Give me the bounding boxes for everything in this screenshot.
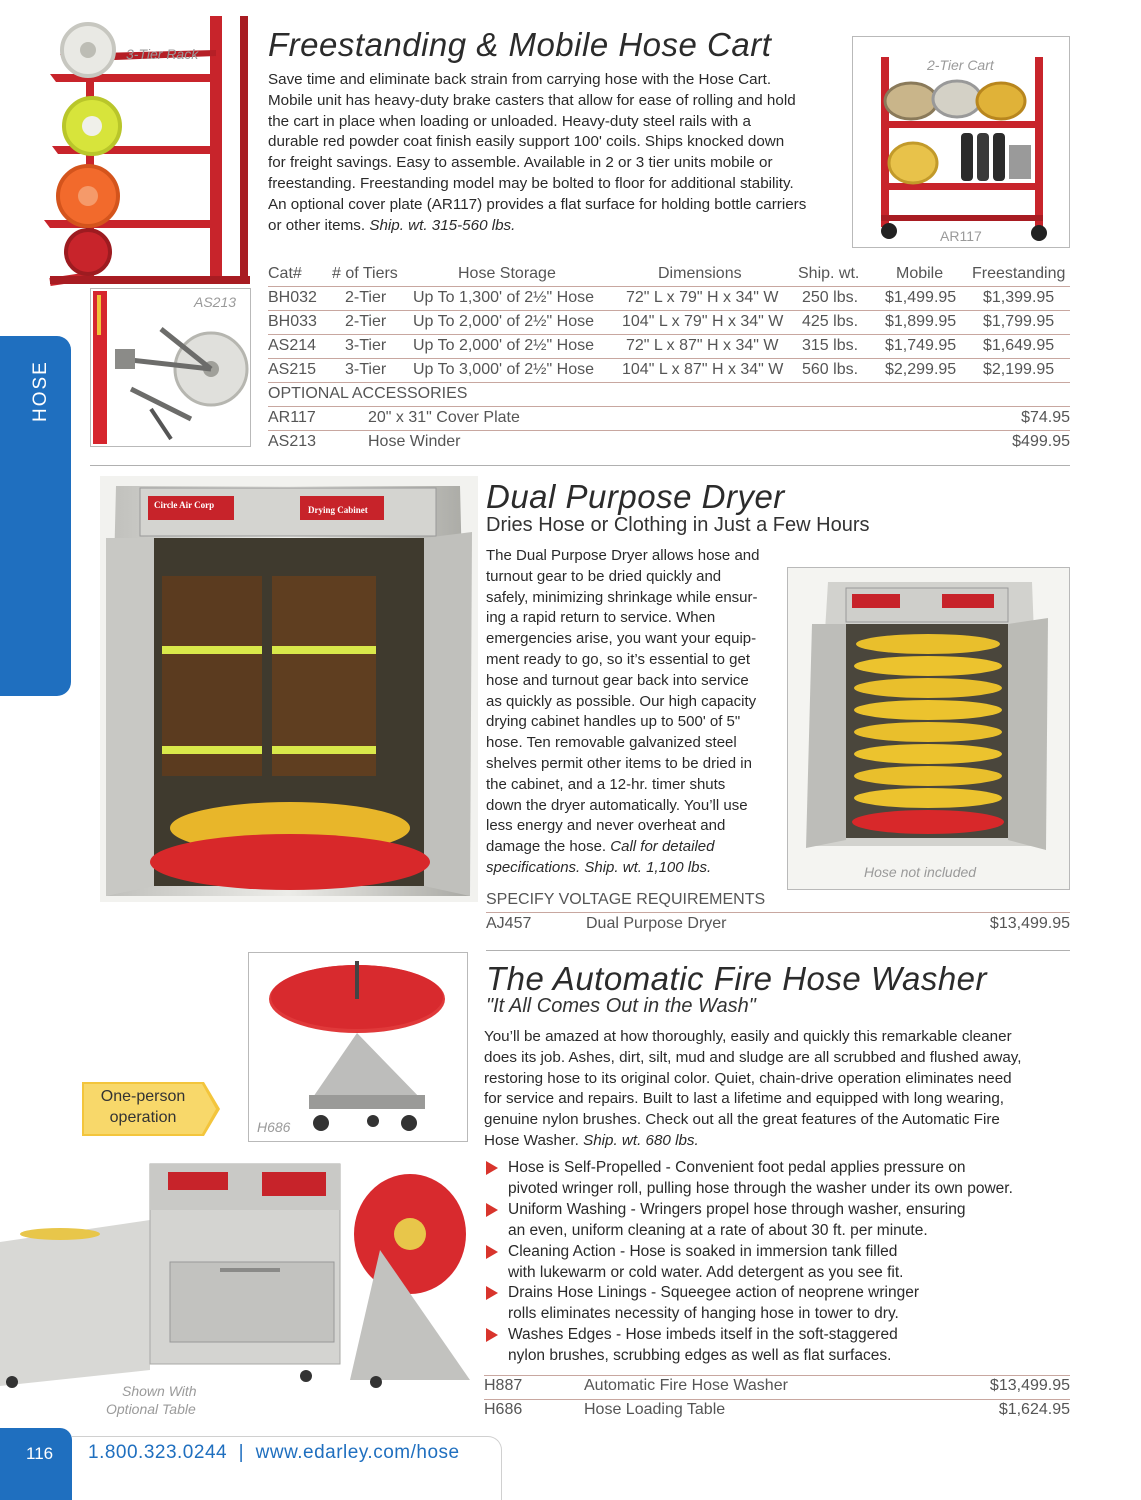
winder-caption: AS213 [194,294,237,310]
washer-description [484,1027,1070,1152]
cell-cat: AS214 [268,337,317,354]
feature-line: an even, uniform cleaning at a rate of about 30 ft. per minute. [508,1221,928,1239]
accessory-row [268,406,1070,430]
dryer-body-line: The Dual Purpose Dryer allows hose and [486,547,760,564]
bullet-triangle [486,1328,498,1342]
dryer-brand-label: Circle Air Corp [154,500,215,510]
dryer-body-line: safely, minimizing shrinkage while ensur- [486,588,758,606]
shown-with-caption: Shown With [122,1383,197,1399]
washer-product-row [484,1398,1070,1422]
product-price: $13,499.95 [989,915,1070,932]
cell-mobile: $1,499.95 [885,289,957,306]
dryer-description [486,546,766,879]
cell-mobile: $2,299.95 [885,361,957,378]
feature-line: Hose is Self-Propelled - Convenient foot pedal applies pressure on [508,1159,966,1176]
cart-table-header [268,262,1070,286]
product-desc: Automatic Fire Hose Washer [584,1377,788,1394]
cell-dimensions: 104" L x 87" H x 34" W [622,361,784,378]
cart-description [268,70,834,236]
dryer-body-line: down the dryer automatically. You’ll use [486,796,748,814]
cell-dimensions: 72" L x 87" H x 34" W [626,337,779,354]
dryer-body-line: drying cabinet handles up to 500' of 5" [486,713,741,731]
cart-ship-weight: Ship. wt. 315-560 lbs. [369,216,516,234]
cell-ship: 315 lbs. [802,337,859,354]
dryer-subtitle: Dries Hose or Clothing in Just a Few Hours [486,514,870,536]
cart-body-line: Mobile unit has heavy-duty brake casters that allow for ease of rolling and hold [268,91,796,109]
col-storage: Hose Storage [458,265,556,282]
optional-table-caption: Optional Table [106,1401,196,1417]
cell-tiers: 2-Tier [345,289,387,306]
dryer-image-caption: Hose not included [864,864,977,880]
section-divider [486,950,1070,951]
washer-body-line: You’ll be amazed at how thoroughly, easily and quickly this remarkable cleaner [484,1028,1012,1045]
feature-line: pivoted wringer roll, pulling hose through the washer under its own power. [508,1179,1013,1197]
dryer-call: Call for detailed [610,838,715,856]
table-row [268,286,1070,310]
washer-product-row [484,1374,1070,1398]
feature-line: rolls eliminates necessity of hanging hose in tower to dry. [508,1304,899,1322]
washer-body-last: Hose Washer. [484,1131,579,1149]
dryer-panel-label: Drying Cabinet [308,505,368,515]
cell-ship: 425 lbs. [802,313,859,330]
cart-body-last: or other items. [268,216,366,234]
hose-washer-image [0,1150,478,1394]
accessory-desc: 20" x 31" Cover Plate [368,409,520,426]
washer-body-line: for service and repairs. Built to last a lifetime and equipped with long wearing, [484,1090,1005,1108]
feature-line: Washes Edges - Hose imbeds itself in the soft-staggered [508,1326,898,1343]
dryer-hose-image-frame [787,567,1070,890]
bullet-triangle [486,1245,498,1259]
dryer-cabinet-image [100,476,478,902]
col-cat: Cat# [268,265,302,282]
washer-body-line: restoring hose to its original color. Quiet, chain-drive operation eliminates need [484,1069,1012,1087]
col-freestanding: Freestanding [972,265,1066,282]
cell-mobile: $1,899.95 [885,313,957,330]
dryer-body-line: hose. Ten removable galvanized steel [486,734,737,752]
cell-freestanding: $1,799.95 [983,313,1055,330]
feature-line: nylon brushes, scrubbing edges as well as flat surfaces. [508,1346,892,1364]
col-mobile: Mobile [896,265,944,282]
product-price: $13,499.95 [989,1377,1070,1394]
voltage-note: SPECIFY VOLTAGE REQUIREMENTS [486,891,766,908]
cell-mobile: $1,749.95 [885,337,957,354]
washer-title: The Automatic Fire Hose Washer [486,960,988,997]
bullet-triangle [486,1161,498,1175]
feature-item [508,1283,1068,1325]
feature-line: Drains Hose Linings - Squeegee action of neoprene wringer [508,1284,919,1301]
cell-storage: Up To 1,300' of 2½" Hose [413,289,594,306]
accessories-heading: OPTIONAL ACCESSORIES [268,385,468,402]
dryer-title: Dual Purpose Dryer [486,478,785,515]
dryer-body-line: ing a rapid return to service. When [486,609,716,627]
accessory-price: $499.95 [1012,433,1070,450]
accessory-sku: AR117 [268,409,316,426]
feature-line: with lukewarm or cold water. Add detergent as you see fit. [508,1263,904,1281]
washer-body-line: does its job. Ashes, dirt, silt, mud and sludge are all scrubbed and flushed away, [484,1048,1022,1066]
bullet-triangle [486,1286,498,1300]
cell-dimensions: 104" L x 79" H x 34" W [622,313,784,330]
feature-line: Cleaning Action - Hose is soaked in immersion tank filled [508,1243,898,1260]
cart-body-line: freestanding. Freestanding model may be bolted to floor for additional stability. [268,174,794,192]
hose-loading-table-image-frame [248,952,468,1142]
cart-body-line: Save time and eliminate back strain from carrying hose with the Hose Cart. [268,71,772,88]
col-tiers: # of Tiers [332,265,398,282]
footer-contact[interactable]: 1.800.323.0244 | www.edarley.com/hose [88,1442,460,1463]
dryer-product-row [486,912,1070,936]
cell-cat: AS215 [268,361,317,378]
feature-item [508,1242,1068,1284]
page-number: 116 [26,1444,54,1463]
feature-item [508,1158,1068,1200]
dryer-body-line: shelves permit other items to be dried in [486,754,752,772]
cell-freestanding: $2,199.95 [983,361,1055,378]
cart-body-line: for freight savings. Easy to assemble. Available in 2 or 3 tier units mobile or [268,154,773,172]
cell-tiers: 3-Tier [345,337,387,354]
side-tab-label: HOSE [30,360,51,422]
feature-line: Uniform Washing - Wringers propel hose through washer, ensuring [508,1201,966,1218]
cell-dimensions: 72" L x 79" H x 34" W [626,289,779,306]
washer-subtitle: "It All Comes Out in the Wash" [486,995,756,1017]
badge-line-2: operation [109,1109,177,1126]
bullet-triangle [486,1203,498,1217]
table-row [268,334,1070,358]
cart-body-line: durable red powder coat finish easily support 100' coils. Ships knocked down [268,133,785,151]
section-divider [90,465,1070,466]
dryer-body-line: less energy and never overheat and [486,817,726,835]
feature-item [508,1325,1068,1367]
product-sku: AJ457 [486,915,532,932]
feature-item [508,1200,1068,1242]
dryer-body-line: the cabinet, and a 12-hr. timer shuts [486,775,726,793]
cell-storage: Up To 3,000' of 2½" Hose [413,361,594,378]
cell-ship: 560 lbs. [802,361,859,378]
one-person-badge [82,1082,220,1136]
washer-body-line: genuine nylon brushes. Check out all the great features of the Automatic Fire [484,1111,1000,1129]
cell-tiers: 2-Tier [345,313,387,330]
product-desc: Dual Purpose Dryer [586,915,727,932]
accessory-sku: AS213 [268,433,317,450]
accessory-row [268,430,1070,454]
table-row [268,310,1070,334]
product-sku: H887 [484,1377,523,1394]
dryer-body-line: damage the hose. [486,838,607,856]
cell-freestanding: $1,399.95 [983,289,1055,306]
cart-sku-caption: AR117 [940,228,982,244]
product-sku: H686 [484,1401,523,1418]
col-dimensions: Dimensions [658,265,742,282]
table-caption: H686 [257,1119,291,1135]
badge-line-1: One-person [100,1088,186,1105]
dryer-specifications: specifications. Ship. wt. 1,100 lbs. [486,858,712,876]
accessory-desc: Hose Winder [368,433,461,450]
cell-cat: BH032 [268,289,317,306]
cart-title: Freestanding & Mobile Hose Cart [268,26,772,63]
cell-storage: Up To 2,000' of 2½" Hose [413,337,594,354]
cell-storage: Up To 2,000' of 2½" Hose [413,313,594,330]
cell-ship: 250 lbs. [802,289,859,306]
cell-cat: BH033 [268,313,317,330]
page-number-tab [0,1428,72,1500]
product-desc: Hose Loading Table [584,1401,726,1418]
col-ship: Ship. wt. [798,265,860,282]
dryer-body-line: turnout gear to be dried quickly and [486,567,722,585]
cart-caption: 2-Tier Cart [927,57,994,73]
accessory-price: $74.95 [1021,409,1070,426]
dryer-body-line: emergencies arise, you want your equip- [486,630,757,648]
product-price: $1,624.95 [998,1401,1070,1418]
cell-freestanding: $1,649.95 [983,337,1055,354]
side-tab[interactable] [0,336,71,696]
washer-ship-weight: Ship. wt. 680 lbs. [583,1131,699,1149]
table-row [268,358,1070,382]
cart-body-line: the cart in place when loading or unloaded. Heavy-duty steel rails with a [268,112,751,130]
dryer-body-line: ment ready to go, so it’s essential to get [486,650,751,668]
cell-tiers: 3-Tier [345,361,387,378]
cart-body-line: An optional cover plate (AR117) provides a flat surface for holding bottle carriers [268,195,807,213]
hose-winder-image-frame [90,288,251,447]
rack-caption: 3-Tier Rack [126,46,199,62]
dryer-body-line: hose and turnout gear back into service [486,671,749,689]
dryer-body-line: as quickly as possible. Our high capacity [486,692,757,710]
